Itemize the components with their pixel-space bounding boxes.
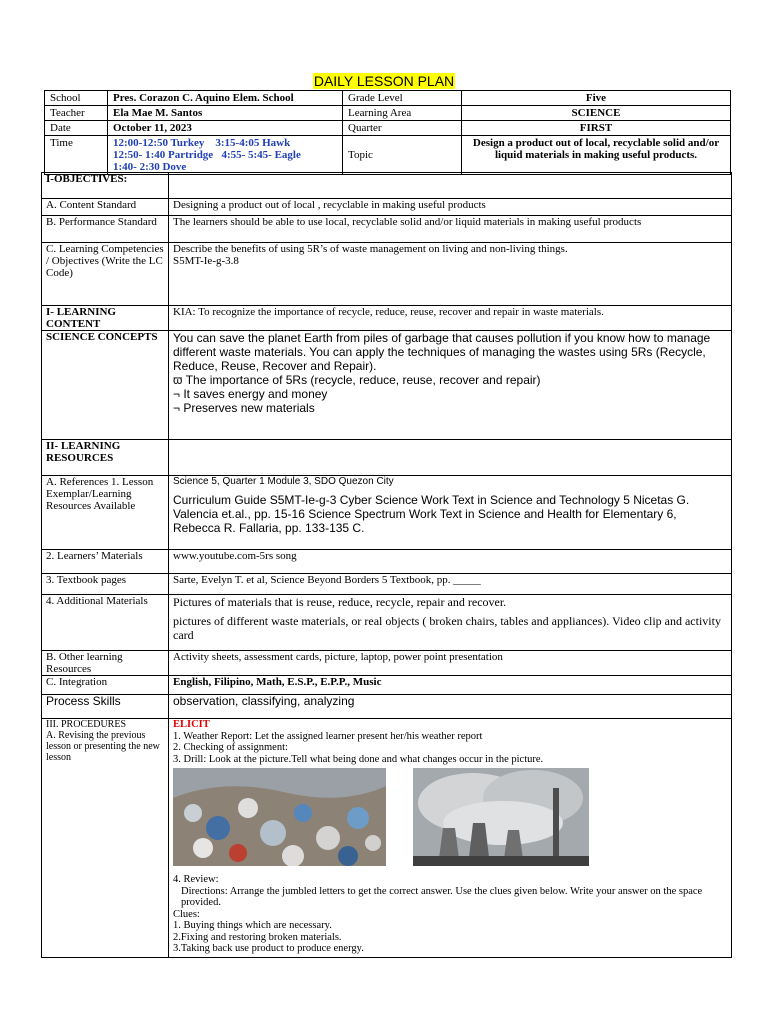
competencies-value: [169, 243, 732, 306]
drill-pictures: [173, 768, 727, 868]
objectives-empty: [169, 173, 732, 199]
references-line: Curriculum Guide S5MT-Ie-g-3 Cyber Science Work Text in Science and Technology 5 Nicetas G. Valencia et.al., pp. 15-16 Science Spectrum Work Text in Science and Health for Elementary 6, Rebecca R. Fallaria, pp. 133-135 C.: [173, 493, 690, 535]
integration-value: English, Filipino, Math, E.S.P., E.P.P., Music: [169, 676, 732, 695]
additional-materials-value: [169, 595, 732, 651]
quarter-value: FIRST: [462, 121, 731, 136]
school-label: School: [45, 91, 108, 106]
process-skills-label: Process Skills: [42, 695, 169, 719]
process-skills-value: observation, classifying, analyzing: [169, 695, 732, 719]
clue-item: 1. Buying things which are necessary.: [173, 920, 332, 931]
textbook-value: Sarte, Evelyn T. et al, Science Beyond Borders 5 Textbook, pp. _____: [169, 574, 732, 595]
date-value: October 11, 2023: [108, 121, 343, 136]
concept-line: ¬ Preserves new materials: [173, 401, 315, 415]
elicit-heading: ELICIT: [173, 719, 210, 730]
procedures-label-cell: [42, 719, 169, 958]
competencies-label: C. Learning Competencies / Objectives (Write the LC Code): [42, 243, 169, 306]
area-value: SCIENCE: [462, 106, 731, 121]
time-line: 12:00-12:50 Turkey 3:15-4:05 Hawk: [113, 137, 291, 149]
other-resources-value: Activity sheets, assessment cards, picture, laptop, power point presentation: [169, 651, 732, 676]
learners-materials-value: www.youtube.com-5rs song: [169, 550, 732, 574]
topic-label: Topic: [343, 136, 462, 175]
other-resources-label: B. Other learning Resources: [42, 651, 169, 676]
area-label: Learning Area: [343, 106, 462, 121]
review-directions: Directions: Arrange the jumbled letters to get the correct answer. Use the clues given below. Write your answer on the space provided.: [181, 885, 703, 908]
time-line: 1:40- 2:30 Dove: [113, 161, 187, 173]
grade-label: Grade Level: [343, 91, 462, 106]
concept-line: You can save the planet Earth from piles of garbage that causes pollution if you know how to manage: [173, 331, 711, 345]
procedure-step: 1. Weather Report: Let the assigned learner present her/his weather report: [173, 730, 483, 742]
quarter-label: Quarter: [343, 121, 462, 136]
school-value: Pres. Corazon C. Aquino Elem. School: [108, 91, 343, 106]
header-table: [44, 90, 731, 175]
references-value: [169, 476, 732, 550]
clue-item: 2.Fixing and restoring broken materials.: [173, 931, 342, 943]
science-concepts-label: SCIENCE CONCEPTS: [42, 331, 169, 440]
content-standard-label: A. Content Standard: [42, 199, 169, 216]
procedure-step: 3. Drill: Look at the picture.Tell what being done and what changes occur in the picture.: [173, 753, 544, 765]
factory-smoke-image: [413, 768, 589, 866]
clues-label: Clues:: [173, 908, 200, 920]
additional-line: Pictures of materials that is reuse, reduce, recycle, repair and recover.: [173, 595, 507, 609]
topic-value: Design a product out of local, recyclable solid and/or liquid materials in making useful products.: [462, 136, 731, 175]
concept-line: ϖ The importance of 5Rs (recycle, reduce, reuse, recover and repair): [173, 373, 541, 387]
competencies-text: Describe the benefits of using 5R’s of waste management on living and non-living things.: [173, 243, 568, 255]
time-label: Time: [45, 136, 108, 175]
procedures-label: III. PROCEDURES: [46, 719, 127, 730]
content-standard-value: Designing a product out of local , recyclable in making useful products: [169, 199, 732, 216]
clue-item: 3.Taking back use product to produce energy.: [173, 943, 364, 954]
competency-code: S5MT-Ie-g-3.8: [173, 255, 239, 267]
objectives-heading: I-OBJECTIVES:: [42, 173, 169, 199]
learners-materials-label: 2. Learners’ Materials: [42, 550, 169, 574]
procedure-step: 2. Checking of assignment:: [173, 742, 288, 753]
resources-empty: [169, 440, 732, 476]
integration-label: C. Integration: [42, 676, 169, 695]
procedures-value: [169, 719, 732, 958]
grade-value: Five: [462, 91, 731, 106]
performance-label: B. Performance Standard: [42, 216, 169, 243]
textbook-label: 3. Textbook pages: [42, 574, 169, 595]
learning-content-label: I- LEARNING CONTENT: [42, 306, 169, 331]
garbage-dump-image: [173, 768, 386, 866]
time-value: [108, 136, 343, 175]
time-line: 12:50- 1:40 Partridge 4:55- 5:45- Eagle: [113, 149, 301, 161]
kia-text: KIA: To recognize the importance of recycle, reduce, reuse, recover and repair in waste materials.: [169, 306, 732, 331]
additional-materials-label: 4. Additional Materials: [42, 595, 169, 651]
procedures-sub-label: A. Revising the previous lesson or presenting the new lesson: [46, 730, 160, 763]
resources-heading: II- LEARNING RESOURCES: [42, 440, 169, 476]
date-label: Date: [45, 121, 108, 136]
references-line: Science 5, Quarter 1 Module 3, SDO Quezon City: [173, 476, 394, 487]
document-title: DAILY LESSON PLAN: [313, 73, 455, 89]
title-wrap: [0, 73, 768, 91]
review-heading: 4. Review:: [173, 874, 219, 885]
teacher-value: Ela Mae M. Santos: [108, 106, 343, 121]
concept-line: different waste materials. You can apply the techniques of managing the wastes using 5Rs (Recycle, Reduce, Reuse, Recover and Repair).: [173, 345, 706, 373]
references-label: A. References 1. Lesson Exemplar/Learning Resources Available: [42, 476, 169, 550]
lesson-table: [41, 172, 732, 958]
concept-line: ¬ It saves energy and money: [173, 387, 328, 401]
science-concepts-value: [169, 331, 732, 440]
performance-value: The learners should be able to use local, recyclable solid and/or liquid materials in making useful products: [169, 216, 732, 243]
teacher-label: Teacher: [45, 106, 108, 121]
additional-line: pictures of different waste materials, or real objects ( broken chairs, tables and appliances). Video clip and activity card: [173, 614, 721, 642]
